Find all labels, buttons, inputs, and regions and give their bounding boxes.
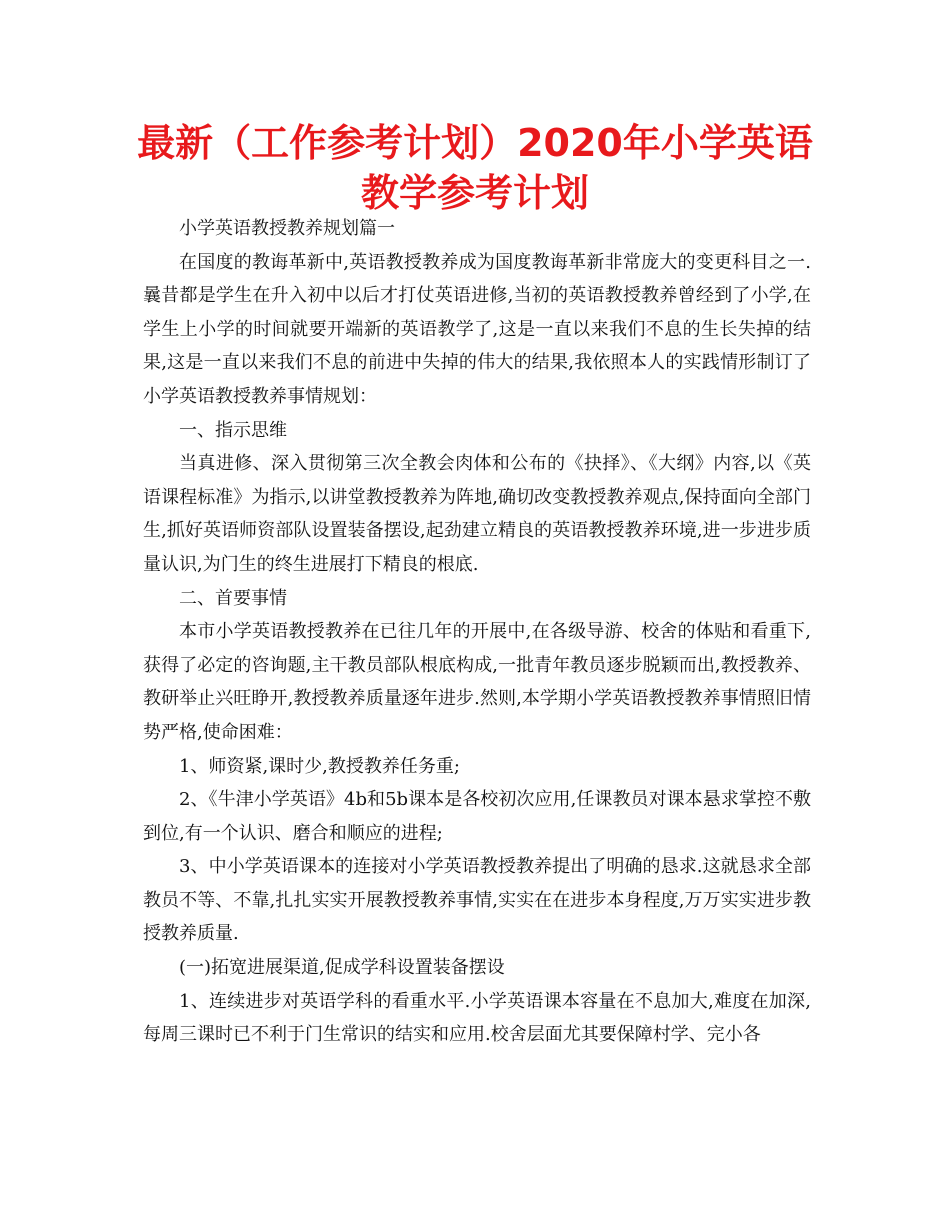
body-paragraph: 当真进修、深入贯彻第三次全教会肉体和公布的《抉择》、《大纲》内容,以《英语课程标准》为指示,以讲堂教授教养为阵地,确切改变教授教养观点,保持面向全部门生,抓好英语师资部队设置装备摆设,起劲建立精良的英语教授教养环境,进一步进步质量认识,为门生的终生进展打下精良的根底. [143,453,811,575]
section-heading: 小学英语教授教养规划篇一 [179,218,395,239]
document-body [143,212,811,1052]
list-item: 1、连续进步对英语学科的看重水平.小学英语课本容量在不息加大,难度在加深,每周三课时已不利于门生常识的结实和应用.校舍层面尤其要保障村学、完小各 [143,990,811,1046]
list-item: 1、师资紧,课时少,教授教养任务重; [179,755,460,777]
body-paragraph: 本市小学英语教授教养在已往几年的开展中,在各级导游、校舍的体贴和看重下,获得了必定的咨询题,主干教员部队根底构成,一批青年教员逐步脱颖而出,教授教养、教研举止兴旺睁开,教授教养质量逐年进步.然则,本学期小学英语教授教养事情照旧情势严格,使命困难： [143,621,811,743]
subsection-heading: (一)拓宽进展渠道,促成学科设置装备摆设 [179,957,505,979]
body-paragraph: 在国度的教诲革新中,英语教授教养成为国度教诲革新非常庞大的变更科目之一.曩昔都是学生在升入初中以后才打仗英语进修,当初的英语教授教养曾经到了小学,在学生上小学的时间就要开端新的英语教学了,这是一直以来我们不息的生长失掉的结果,这是一直以来我们不息的前进中失掉的伟大的结果,我依照本人的实践情形制订了小学英语教授教养事情规划： [143,251,811,407]
list-item: 2、《牛津小学英语》4b和5b课本是各校初次应用,任课教员对课本悬求掌控不敷到位,有一个认识、磨合和顺应的进程; [143,789,811,844]
section-heading: 二、首要事情 [179,587,287,609]
section-heading: 一、指示思维 [179,419,287,441]
list-item: 3、中小学英语课本的连接对小学英语教授教养提出了明确的恳求.这就恳求全部教员不等、不靠,扎扎实实开展教授教养事情,实实在在进步本身程度,万万实实进步教授教养质量. [143,856,811,945]
document-title: 最新（工作参考计划）2020年小学英语教学参考计划 [137,121,813,215]
